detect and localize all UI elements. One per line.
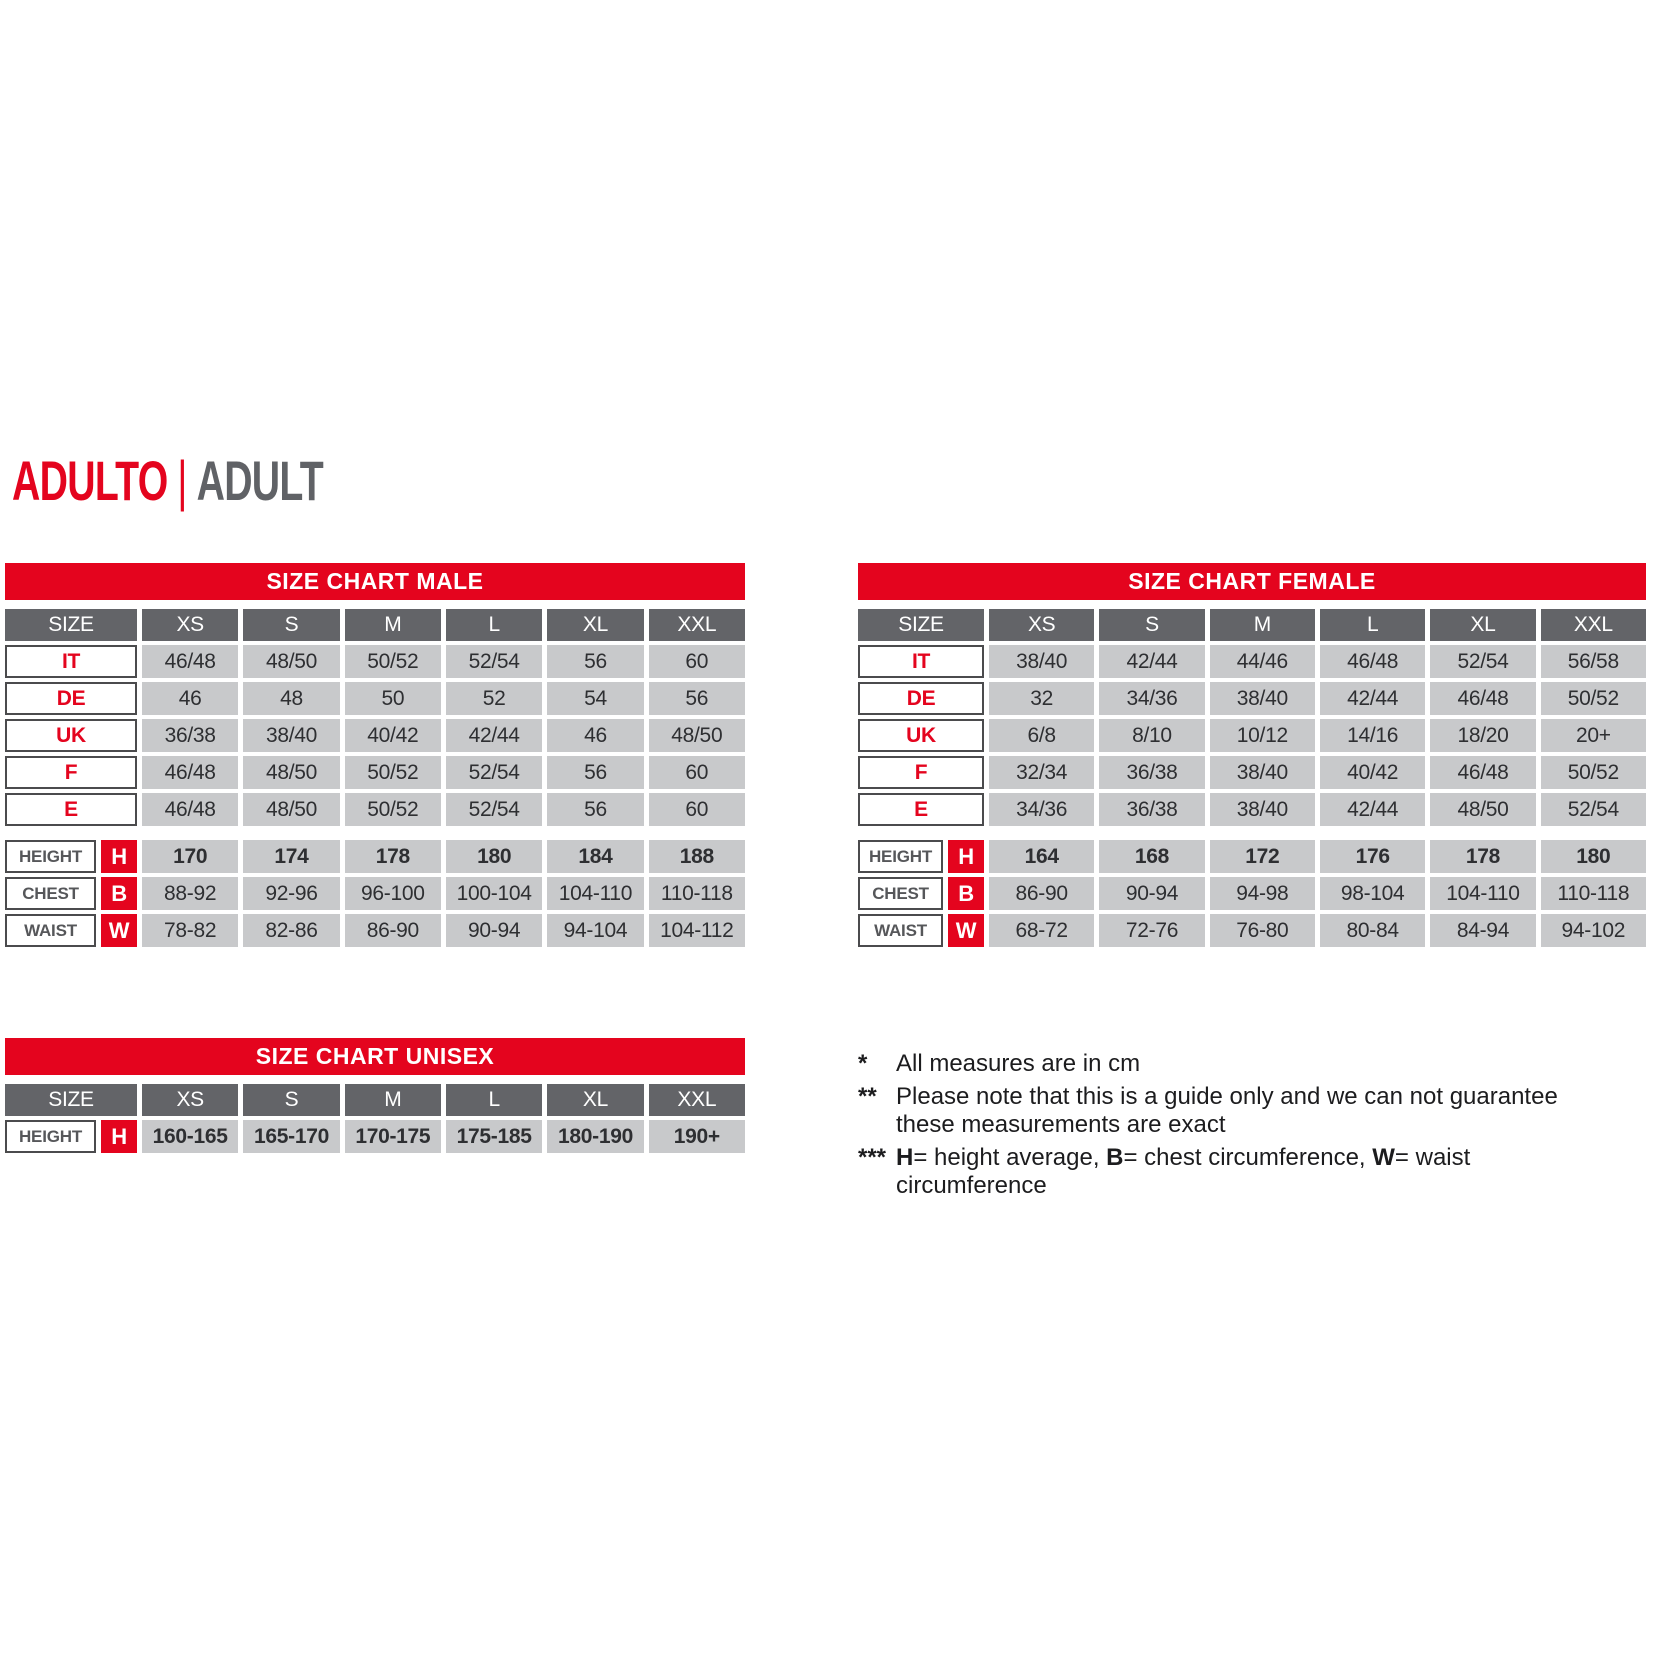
- measure-value: 178: [1430, 840, 1535, 873]
- table-row-f: [858, 756, 1646, 789]
- measure-letter-b: B: [101, 877, 137, 910]
- row-label-f: F: [858, 756, 984, 789]
- footnote-key: B: [1106, 1144, 1124, 1171]
- size-value: 34/36: [989, 793, 1094, 826]
- table-row-f: [5, 756, 745, 789]
- row-label-waist: WAIST: [858, 914, 943, 947]
- table-row-de: [5, 682, 745, 715]
- column-header-l: L: [1320, 609, 1425, 641]
- size-value: 36/38: [1099, 756, 1204, 789]
- measure-letter-b: B: [948, 877, 984, 910]
- footnote-3: [858, 1144, 1628, 1200]
- column-header-xl: XL: [547, 609, 643, 641]
- measure-value: 84-94: [1430, 914, 1535, 947]
- measure-value: 92-96: [243, 877, 339, 910]
- column-header-s: S: [243, 1084, 339, 1116]
- footnote-key: W: [1372, 1144, 1395, 1171]
- size-value: 52/54: [1430, 645, 1535, 678]
- size-value: 36/38: [142, 719, 238, 752]
- column-header-l: L: [446, 609, 542, 641]
- measure-value: 98-104: [1320, 877, 1425, 910]
- measure-value: 94-102: [1541, 914, 1646, 947]
- size-value: 32: [989, 682, 1094, 715]
- measure-value: 104-112: [649, 914, 745, 947]
- footnote-marker: **: [858, 1083, 877, 1110]
- footnote-text: [896, 1144, 1561, 1200]
- size-value: 32/34: [989, 756, 1094, 789]
- title-secondary: ADULT: [196, 449, 323, 512]
- measure-value: 180-190: [547, 1120, 643, 1153]
- size-value: 46/48: [1320, 645, 1425, 678]
- measure-value: 176: [1320, 840, 1425, 873]
- measure-letter-h: H: [101, 840, 137, 873]
- column-header-xxl: XXL: [649, 1084, 745, 1116]
- measure-value: 172: [1210, 840, 1315, 873]
- title-primary: ADULTO: [12, 449, 168, 512]
- size-value: 56: [547, 756, 643, 789]
- male-chart-banner: SIZE CHART MALE: [5, 563, 745, 600]
- measure-value: 94-104: [547, 914, 643, 947]
- table-row-it: [5, 645, 745, 678]
- size-value: 48/50: [649, 719, 745, 752]
- column-header-xl: XL: [1430, 609, 1535, 641]
- size-value: 52/54: [446, 793, 542, 826]
- measure-value: 170: [142, 840, 238, 873]
- measure-value: 180: [1541, 840, 1646, 873]
- size-value: 50/52: [345, 645, 441, 678]
- measure-value: 96-100: [345, 877, 441, 910]
- size-value: 56: [547, 793, 643, 826]
- column-header-s: S: [243, 609, 339, 641]
- measure-value: 175-185: [446, 1120, 542, 1153]
- size-value: 40/42: [1320, 756, 1425, 789]
- size-value: 8/10: [1099, 719, 1204, 752]
- size-header-cell: SIZE: [858, 609, 984, 641]
- column-header-m: M: [1210, 609, 1315, 641]
- measure-value: 165-170: [243, 1120, 339, 1153]
- size-value: 40/42: [345, 719, 441, 752]
- size-value: 34/36: [1099, 682, 1204, 715]
- measure-value: 94-98: [1210, 877, 1315, 910]
- footnote-marker: ***: [858, 1144, 887, 1171]
- measure-value: 72-76: [1099, 914, 1204, 947]
- column-header-xxl: XXL: [1541, 609, 1646, 641]
- measure-value: 168: [1099, 840, 1204, 873]
- size-value: 18/20: [1430, 719, 1535, 752]
- size-value: 50/52: [1541, 756, 1646, 789]
- measure-value: 82-86: [243, 914, 339, 947]
- table-row-height: [5, 840, 745, 873]
- header-row: [858, 609, 1646, 641]
- row-label-chest: CHEST: [858, 877, 943, 910]
- row-label-e: E: [5, 793, 137, 826]
- size-value: 52: [446, 682, 542, 715]
- footnote-segment: All measures are in cm: [896, 1050, 1141, 1077]
- footnotes: [858, 1050, 1628, 1205]
- size-chart-male-table: [5, 563, 745, 951]
- footnote-text: [896, 1083, 1561, 1139]
- size-value: 56: [649, 682, 745, 715]
- size-value: 38/40: [989, 645, 1094, 678]
- measure-value: 88-92: [142, 877, 238, 910]
- size-value: 56/58: [1541, 645, 1646, 678]
- footnote-key: H: [896, 1144, 914, 1171]
- table-row-height: [5, 1120, 745, 1153]
- row-label-uk: UK: [858, 719, 984, 752]
- unisex-chart-banner: SIZE CHART UNISEX: [5, 1038, 745, 1075]
- column-header-m: M: [345, 1084, 441, 1116]
- table-row-waist: [5, 914, 745, 947]
- measure-letter-w: W: [101, 914, 137, 947]
- column-header-s: S: [1099, 609, 1204, 641]
- size-value: 44/46: [1210, 645, 1315, 678]
- size-value: 48: [243, 682, 339, 715]
- measure-letter-h: H: [101, 1120, 137, 1153]
- measure-value: 174: [243, 840, 339, 873]
- size-value: 50/52: [345, 793, 441, 826]
- measure-value: 164: [989, 840, 1094, 873]
- size-value: 20+: [1541, 719, 1646, 752]
- size-value: 46/48: [1430, 756, 1535, 789]
- measure-value: 78-82: [142, 914, 238, 947]
- size-value: 48/50: [243, 645, 339, 678]
- size-value: 38/40: [1210, 682, 1315, 715]
- measure-value: 110-118: [1541, 877, 1646, 910]
- size-value: 46: [142, 682, 238, 715]
- table-row-e: [858, 793, 1646, 826]
- row-group-gap: [858, 830, 1646, 840]
- measure-letter-w: W: [948, 914, 984, 947]
- measure-value: 190+: [649, 1120, 745, 1153]
- table-row-height: [858, 840, 1646, 873]
- size-value: 60: [649, 756, 745, 789]
- size-value: 46/48: [142, 756, 238, 789]
- size-value: 6/8: [989, 719, 1094, 752]
- row-label-height: HEIGHT: [5, 1120, 96, 1153]
- table-row-it: [858, 645, 1646, 678]
- footnote-marker: *: [858, 1050, 868, 1077]
- size-value: 48/50: [243, 793, 339, 826]
- size-value: 46: [547, 719, 643, 752]
- row-label-de: DE: [5, 682, 137, 715]
- row-label-waist: WAIST: [5, 914, 96, 947]
- footnote-segment: = height average,: [913, 1144, 1107, 1171]
- size-value: 56: [547, 645, 643, 678]
- table-row-chest: [858, 877, 1646, 910]
- size-header-cell: SIZE: [5, 1084, 137, 1116]
- measure-value: 160-165: [142, 1120, 238, 1153]
- size-value: 14/16: [1320, 719, 1425, 752]
- measure-value: 86-90: [345, 914, 441, 947]
- size-value: 52/54: [446, 645, 542, 678]
- column-header-xxl: XXL: [649, 609, 745, 641]
- row-group-gap: [5, 830, 745, 840]
- row-label-e: E: [858, 793, 984, 826]
- measure-value: 188: [649, 840, 745, 873]
- measure-value: 184: [547, 840, 643, 873]
- row-label-de: DE: [858, 682, 984, 715]
- column-header-xs: XS: [142, 609, 238, 641]
- size-value: 60: [649, 793, 745, 826]
- size-value: 50: [345, 682, 441, 715]
- size-value: 38/40: [1210, 793, 1315, 826]
- column-header-l: L: [446, 1084, 542, 1116]
- size-value: 38/40: [243, 719, 339, 752]
- size-value: 60: [649, 645, 745, 678]
- table-row-chest: [5, 877, 745, 910]
- title-separator: |: [177, 449, 187, 512]
- measure-value: 86-90: [989, 877, 1094, 910]
- table-row-uk: [858, 719, 1646, 752]
- measure-value: 104-110: [1430, 877, 1535, 910]
- measure-value: 68-72: [989, 914, 1094, 947]
- footnote-segment: Please note that this is a guide only and we can not guarantee these measurements are exact: [896, 1083, 1558, 1138]
- row-label-height: HEIGHT: [858, 840, 943, 873]
- row-label-chest: CHEST: [5, 877, 96, 910]
- footnote-1: [858, 1050, 1628, 1078]
- row-label-it: IT: [858, 645, 984, 678]
- size-value: 48/50: [243, 756, 339, 789]
- column-header-xl: XL: [547, 1084, 643, 1116]
- measure-value: 76-80: [1210, 914, 1315, 947]
- table-row-e: [5, 793, 745, 826]
- measure-value: 178: [345, 840, 441, 873]
- table-row-uk: [5, 719, 745, 752]
- size-chart-female-table: [858, 563, 1646, 951]
- row-label-uk: UK: [5, 719, 137, 752]
- size-value: 46/48: [142, 793, 238, 826]
- measure-value: 104-110: [547, 877, 643, 910]
- footnote-segment: = waist circumference: [896, 1144, 1471, 1199]
- table-row-de: [858, 682, 1646, 715]
- measure-value: 170-175: [345, 1120, 441, 1153]
- measure-value: 100-104: [446, 877, 542, 910]
- footnote-text: [896, 1050, 1140, 1078]
- footnote-2: [858, 1083, 1628, 1139]
- header-row: [5, 1084, 745, 1116]
- header-row: [5, 609, 745, 641]
- female-chart-banner: SIZE CHART FEMALE: [858, 563, 1646, 600]
- page-title: [12, 448, 323, 513]
- size-value: 42/44: [1099, 645, 1204, 678]
- measure-letter-h: H: [948, 840, 984, 873]
- size-value: 52/54: [446, 756, 542, 789]
- size-value: 42/44: [1320, 682, 1425, 715]
- table-row-waist: [858, 914, 1646, 947]
- size-value: 10/12: [1210, 719, 1315, 752]
- column-header-xs: XS: [989, 609, 1094, 641]
- row-label-height: HEIGHT: [5, 840, 96, 873]
- measure-value: 80-84: [1320, 914, 1425, 947]
- size-header-cell: SIZE: [5, 609, 137, 641]
- size-value: 42/44: [446, 719, 542, 752]
- measure-value: 90-94: [1099, 877, 1204, 910]
- size-value: 36/38: [1099, 793, 1204, 826]
- size-value: 50/52: [1541, 682, 1646, 715]
- size-value: 52/54: [1541, 793, 1646, 826]
- footnote-segment: = chest circumference,: [1123, 1144, 1373, 1171]
- size-chart-unisex-table: [5, 1038, 745, 1157]
- measure-value: 110-118: [649, 877, 745, 910]
- measure-value: 90-94: [446, 914, 542, 947]
- size-value: 46/48: [142, 645, 238, 678]
- size-value: 42/44: [1320, 793, 1425, 826]
- size-value: 50/52: [345, 756, 441, 789]
- column-header-m: M: [345, 609, 441, 641]
- size-value: 54: [547, 682, 643, 715]
- column-header-xs: XS: [142, 1084, 238, 1116]
- row-label-it: IT: [5, 645, 137, 678]
- size-value: 48/50: [1430, 793, 1535, 826]
- size-value: 38/40: [1210, 756, 1315, 789]
- size-value: 46/48: [1430, 682, 1535, 715]
- row-label-f: F: [5, 756, 137, 789]
- measure-value: 180: [446, 840, 542, 873]
